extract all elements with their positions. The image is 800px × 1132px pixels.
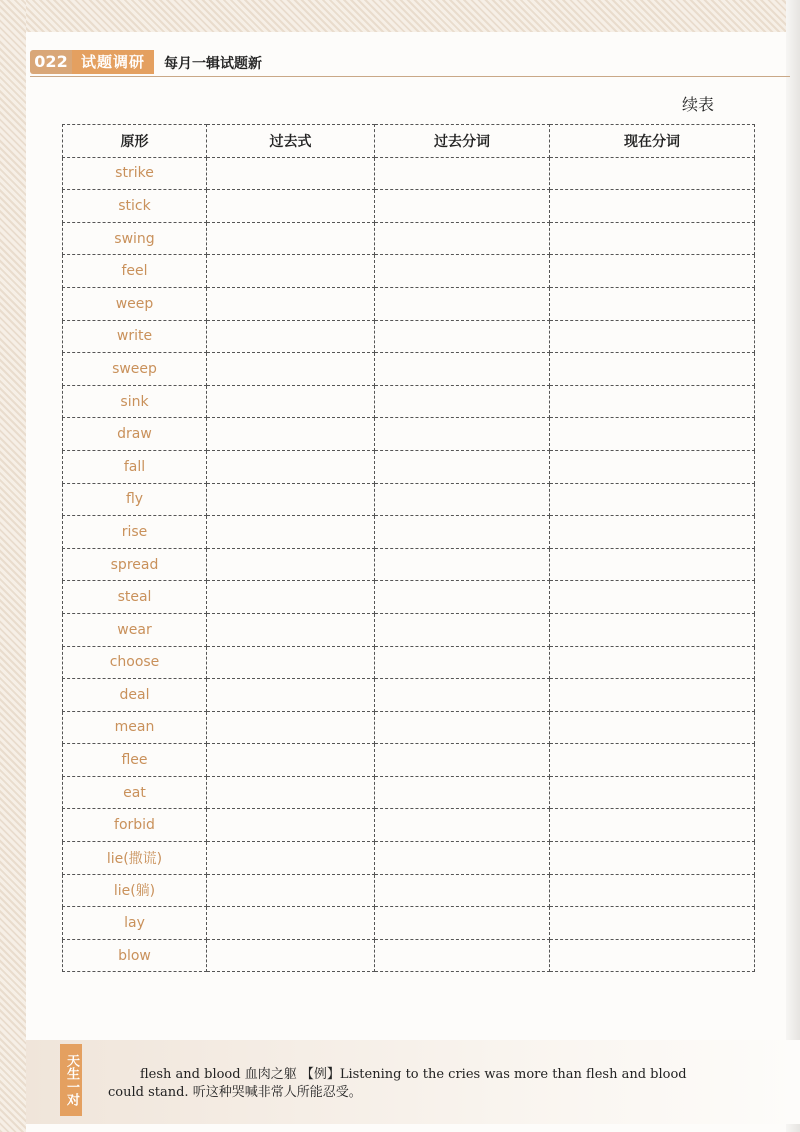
- present-participle-cell[interactable]: [550, 287, 755, 320]
- base-form-cell: fly: [63, 483, 207, 516]
- table-row: [63, 581, 755, 614]
- past-tense-cell[interactable]: [207, 907, 375, 940]
- verb-forms-table: [62, 124, 755, 972]
- base-form-cell: sink: [63, 385, 207, 418]
- base-form-cell: feel: [63, 255, 207, 288]
- past-tense-cell[interactable]: [207, 939, 375, 972]
- footer-example: [108, 1066, 708, 1102]
- past-participle-cell[interactable]: [375, 450, 550, 483]
- base-form-cell: steal: [63, 581, 207, 614]
- table-row: [63, 287, 755, 320]
- base-form-cell: write: [63, 320, 207, 353]
- column-header-past-tense: 过去式: [207, 125, 375, 158]
- past-participle-cell[interactable]: [375, 776, 550, 809]
- past-tense-cell[interactable]: [207, 679, 375, 712]
- table-row: [63, 222, 755, 255]
- present-participle-cell[interactable]: [550, 516, 755, 549]
- past-participle-cell[interactable]: [375, 353, 550, 386]
- past-participle-cell[interactable]: [375, 157, 550, 190]
- present-participle-cell[interactable]: [550, 809, 755, 842]
- table-row: [63, 320, 755, 353]
- present-participle-cell[interactable]: [550, 483, 755, 516]
- past-participle-cell[interactable]: [375, 613, 550, 646]
- present-participle-cell[interactable]: [550, 385, 755, 418]
- past-tense-cell[interactable]: [207, 874, 375, 907]
- table-row: [63, 385, 755, 418]
- section-subtitle: 每月一辑试题新: [164, 56, 262, 72]
- page-edge-shadow: [786, 0, 800, 1132]
- table-row: [63, 711, 755, 744]
- page-number: 022: [30, 50, 72, 74]
- past-tense-cell[interactable]: [207, 809, 375, 842]
- continued-label: 续表: [682, 95, 715, 114]
- past-participle-cell[interactable]: [375, 907, 550, 940]
- table-row: [63, 353, 755, 386]
- past-participle-cell[interactable]: [375, 679, 550, 712]
- table-row: [63, 874, 755, 907]
- table-row: [63, 483, 755, 516]
- table-row: [63, 939, 755, 972]
- past-participle-cell[interactable]: [375, 646, 550, 679]
- present-participle-cell[interactable]: [550, 711, 755, 744]
- past-tense-cell[interactable]: [207, 320, 375, 353]
- present-participle-cell[interactable]: [550, 613, 755, 646]
- past-tense-cell[interactable]: [207, 255, 375, 288]
- past-tense-cell[interactable]: [207, 450, 375, 483]
- footer-line-1: flesh and blood 血肉之躯 【例】Listening to the cries was more than flesh and blood: [140, 1067, 687, 1082]
- past-tense-cell[interactable]: [207, 157, 375, 190]
- present-participle-cell[interactable]: [550, 776, 755, 809]
- past-tense-cell[interactable]: [207, 385, 375, 418]
- past-tense-cell[interactable]: [207, 744, 375, 777]
- decorative-border-left: [0, 0, 26, 1132]
- past-tense-cell[interactable]: [207, 646, 375, 679]
- table-row: [63, 516, 755, 549]
- present-participle-cell[interactable]: [550, 842, 755, 875]
- base-form-cell: sweep: [63, 353, 207, 386]
- past-tense-cell[interactable]: [207, 483, 375, 516]
- past-tense-cell[interactable]: [207, 418, 375, 451]
- past-participle-cell[interactable]: [375, 548, 550, 581]
- past-tense-cell[interactable]: [207, 842, 375, 875]
- table-header-row: [63, 125, 755, 158]
- present-participle-cell[interactable]: [550, 255, 755, 288]
- base-form-cell: rise: [63, 516, 207, 549]
- past-participle-cell[interactable]: [375, 809, 550, 842]
- past-tense-cell[interactable]: [207, 516, 375, 549]
- base-form-cell: mean: [63, 711, 207, 744]
- decorative-border-top: [0, 0, 800, 32]
- past-participle-cell[interactable]: [375, 320, 550, 353]
- past-tense-cell[interactable]: [207, 287, 375, 320]
- column-header-base-form: 原形: [63, 125, 207, 158]
- base-form-cell: swing: [63, 222, 207, 255]
- past-participle-cell[interactable]: [375, 385, 550, 418]
- present-participle-cell[interactable]: [550, 581, 755, 614]
- present-participle-cell[interactable]: [550, 646, 755, 679]
- section-tag: 试题调研: [72, 50, 154, 74]
- present-participle-cell[interactable]: [550, 190, 755, 223]
- table-row: [63, 548, 755, 581]
- base-form-cell: lie(躺): [63, 874, 207, 907]
- base-form-cell: wear: [63, 613, 207, 646]
- past-tense-cell[interactable]: [207, 190, 375, 223]
- table-row: [63, 744, 755, 777]
- past-participle-cell[interactable]: [375, 418, 550, 451]
- present-participle-cell[interactable]: [550, 353, 755, 386]
- present-participle-cell[interactable]: [550, 874, 755, 907]
- base-form-cell: draw: [63, 418, 207, 451]
- past-participle-cell[interactable]: [375, 287, 550, 320]
- present-participle-cell[interactable]: [550, 418, 755, 451]
- table-row: [63, 450, 755, 483]
- past-tense-cell[interactable]: [207, 613, 375, 646]
- base-form-cell: flee: [63, 744, 207, 777]
- present-participle-cell[interactable]: [550, 679, 755, 712]
- base-form-cell: forbid: [63, 809, 207, 842]
- past-participle-cell[interactable]: [375, 939, 550, 972]
- past-tense-cell[interactable]: [207, 548, 375, 581]
- present-participle-cell[interactable]: [550, 320, 755, 353]
- base-form-cell: blow: [63, 939, 207, 972]
- table-row: [63, 613, 755, 646]
- table-row: [63, 190, 755, 223]
- base-form-cell: stick: [63, 190, 207, 223]
- base-form-cell: lay: [63, 907, 207, 940]
- table-row: [63, 418, 755, 451]
- base-form-cell: fall: [63, 450, 207, 483]
- past-participle-cell[interactable]: [375, 711, 550, 744]
- past-participle-cell[interactable]: [375, 516, 550, 549]
- column-header-past-participle: 过去分词: [375, 125, 550, 158]
- past-participle-cell[interactable]: [375, 874, 550, 907]
- base-form-cell: spread: [63, 548, 207, 581]
- present-participle-cell[interactable]: [550, 450, 755, 483]
- past-tense-cell[interactable]: [207, 222, 375, 255]
- base-form-cell: eat: [63, 776, 207, 809]
- past-tense-cell[interactable]: [207, 776, 375, 809]
- column-header-present-participle: 现在分词: [550, 125, 755, 158]
- past-tense-cell[interactable]: [207, 711, 375, 744]
- base-form-cell: strike: [63, 157, 207, 190]
- past-participle-cell[interactable]: [375, 842, 550, 875]
- header-divider: [30, 76, 790, 77]
- present-participle-cell[interactable]: [550, 939, 755, 972]
- past-tense-cell[interactable]: [207, 581, 375, 614]
- present-participle-cell[interactable]: [550, 744, 755, 777]
- table-row: [63, 842, 755, 875]
- base-form-cell: deal: [63, 679, 207, 712]
- past-participle-cell[interactable]: [375, 483, 550, 516]
- table-row: [63, 646, 755, 679]
- table-row: [63, 776, 755, 809]
- past-participle-cell[interactable]: [375, 581, 550, 614]
- table-row: [63, 907, 755, 940]
- footer-tab: 天生一对: [60, 1044, 82, 1116]
- table-row: [63, 255, 755, 288]
- past-participle-cell[interactable]: [375, 744, 550, 777]
- present-participle-cell[interactable]: [550, 157, 755, 190]
- past-tense-cell[interactable]: [207, 353, 375, 386]
- past-participle-cell[interactable]: [375, 255, 550, 288]
- base-form-cell: weep: [63, 287, 207, 320]
- table-body: [63, 157, 755, 972]
- footer-line-2: could stand. 听这种哭喊非常人所能忍受。: [108, 1085, 362, 1100]
- table-row: [63, 809, 755, 842]
- table-row: [63, 157, 755, 190]
- present-participle-cell[interactable]: [550, 907, 755, 940]
- base-form-cell: lie(撒谎): [63, 842, 207, 875]
- table-row: [63, 679, 755, 712]
- past-participle-cell[interactable]: [375, 190, 550, 223]
- base-form-cell: choose: [63, 646, 207, 679]
- past-participle-cell[interactable]: [375, 222, 550, 255]
- present-participle-cell[interactable]: [550, 548, 755, 581]
- present-participle-cell[interactable]: [550, 222, 755, 255]
